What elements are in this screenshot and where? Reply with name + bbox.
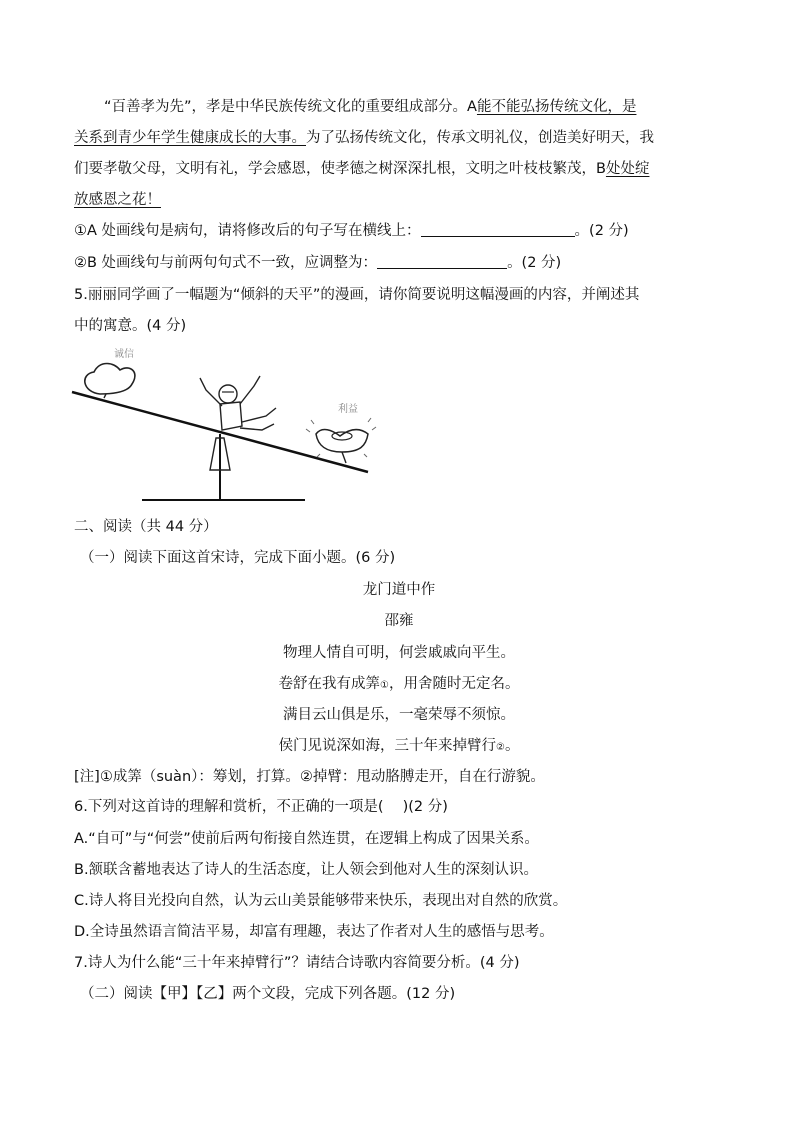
question-7: 7.诗人为什么能“三十年来掉臂行”？请结合诗歌内容简要分析。(4 分) — [74, 955, 520, 971]
question-5-line1: 5.丽丽同学画了一幅题为“倾斜的天平”的漫画，请你简要说明这幅漫画的内容，并阐述其 — [74, 287, 640, 303]
poem-line-4b: 。 — [504, 738, 520, 754]
question-6-option-a[interactable]: A.“自可”与“何尝”使前后两句衔接自然连贯，在逻辑上构成了因果关系。 — [74, 831, 539, 847]
part-1-heading: （一）阅读下面这首宋诗，完成下面小题。(6 分) — [80, 550, 396, 566]
question-b — [74, 253, 724, 273]
underlined-sentence-b: 处处绽 — [605, 161, 650, 177]
section-2-heading: 二、阅读（共 44 分） — [74, 519, 218, 535]
poem-line-3: 满目云山俱是乐，一毫荣辱不须惊。 — [283, 707, 515, 723]
question-b-text: ②B 处画线句与前两句句式不一致，应调整为： — [74, 255, 378, 271]
para1-line4 — [74, 190, 724, 210]
underlined-sentence-a: 能不能弘扬传统文化，是 — [476, 99, 637, 115]
answer-blank-b[interactable] — [377, 254, 507, 269]
poem-title: 龙门道中作 — [362, 582, 436, 598]
cartoon-label-right: 利益 — [338, 404, 358, 415]
answer-blank-a[interactable] — [421, 222, 575, 237]
underlined-sentence-b-cont: 放感恩之花！ — [74, 192, 161, 208]
poem-line-2a: 卷舒在我有成筭 — [278, 676, 381, 692]
poem-line-2 — [74, 674, 724, 696]
footnote-mark-2: ② — [496, 742, 505, 753]
poem-line-4 — [74, 736, 724, 758]
part-2-heading: （二）阅读【甲】【乙】两个文段，完成下列各题。(12 分) — [80, 986, 456, 1002]
person-body — [220, 402, 242, 430]
question-b-score: 。(2 分) — [507, 255, 562, 271]
gold-ingot-icon — [316, 430, 368, 452]
question-6-option-d[interactable]: D.全诗虽然语言简洁平易，却富有理趣，表达了作者对人生的感悟与思考。 — [74, 924, 554, 940]
poem-note: [注]①成筭（suàn）：筹划，打算。②掉臂：甩动胳膊走开，自在行游貌。 — [74, 769, 545, 785]
underlined-sentence-a-cont: 关系到青少年学生健康成长的大事。 — [74, 130, 306, 146]
question-5-line2: 中的寓意。(4 分) — [74, 318, 187, 334]
heart-icon — [85, 364, 135, 395]
para1-text: 为了弘扬传统文化，传承文明礼仪，创造美好明天，我 — [306, 130, 654, 146]
question-a-text: ①A 处画线句是病句，请将修改后的句子写在横线上： — [74, 223, 421, 239]
tilted-balance-cartoon — [70, 342, 490, 507]
cartoon-label-left: 诚信 — [114, 349, 134, 360]
question-a-score: 。(2 分) — [574, 223, 629, 239]
question-a — [74, 221, 724, 241]
person-head — [219, 385, 237, 403]
poem-line-4a: 侯门见说深如海，三十年来掉臂行 — [278, 738, 497, 754]
para1-line2 — [74, 128, 724, 148]
poem-line-1: 物理人情自可明，何尝戚戚向平生。 — [283, 645, 515, 661]
poem-author: 邵雍 — [384, 613, 414, 629]
footnote-mark-1: ① — [380, 680, 389, 691]
question-6-option-c[interactable]: C.诗人将目光投向自然，认为云山美景能够带来快乐，表现出对自然的欣赏。 — [74, 893, 568, 909]
para1-line1 — [104, 97, 724, 117]
para1-line3 — [74, 159, 724, 179]
question-6-stem: 6.下列对这首诗的理解和赏析，不正确的一项是( )(2 分) — [74, 799, 448, 815]
poem-line-2b: ，用舍随时无定名。 — [388, 676, 520, 692]
para1-text: 们要孝敬父母，文明有礼，学会感恩，使孝德之树深深扎根，文明之叶枝枝繁茂，B — [74, 161, 606, 177]
para1-text: “百善孝为先”，孝是中华民族传统文化的重要组成部分。A — [104, 99, 477, 115]
question-6-option-b[interactable]: B.颔联含蓄地表达了诗人的生活态度，让人领会到他对人生的深刻认识。 — [74, 862, 539, 878]
